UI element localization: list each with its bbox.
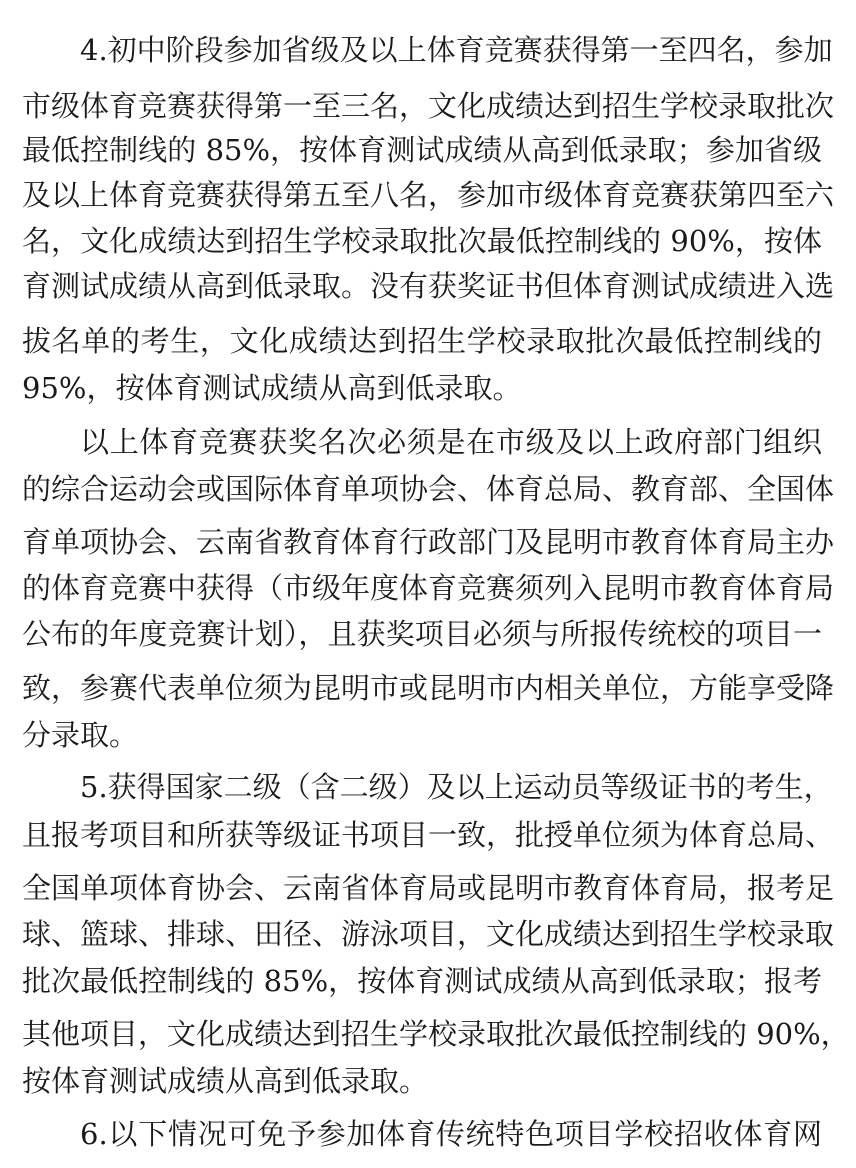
text-line: 名，文化成绩达到招生学校录取批次最低控制线的 90%，按体: [22, 224, 822, 258]
text-line: 95%，按体育测试成绩从高到低录取。: [22, 371, 522, 405]
text-line: 的综合运动会或国际体育单项协会、体育总局、教育部、全国体: [22, 472, 835, 506]
text-line: 以上体育竞赛获奖名次必须是在市级及以上政府部门组织: [80, 425, 822, 459]
text-line: 育单项协会、云南省教育体育行政部门及昆明市教育体育局主办: [22, 525, 835, 559]
text-line: 公布的年度竞赛计划），且获奖项目必须与所报传统校的项目一: [22, 617, 822, 651]
text-line: 4.初中阶段参加省级及以上体育竞赛获得第一至四名，参加: [80, 33, 833, 67]
text-line: 6.以下情况可免予参加体育传统特色项目学校招收体育网: [80, 1117, 822, 1151]
text-line: 最低控制线的 85%，按体育测试成绩从高到低录取；参加省级: [22, 133, 822, 167]
text-line: 分录取。: [22, 718, 139, 752]
text-line: 拔名单的考生，文化成绩达到招生学校录取批次最低控制线的: [22, 324, 822, 358]
text-line: 且报考项目和所获等级证书项目一致，批授单位须为体育总局、: [22, 818, 835, 852]
text-line: 5.获得国家二级（含二级）及以上运动员等级证书的考生，: [80, 770, 833, 804]
text-line: 的体育竞赛中获得（市级年度体育竞赛须列入昆明市教育体育局: [22, 571, 835, 605]
text-line: 育测试成绩从高到低录取。没有获奖证书但体育测试成绩进入选: [22, 269, 835, 303]
text-line: 按体育测试成绩从高到低录取。: [22, 1064, 429, 1098]
text-line: 批次最低控制线的 85%，按体育测试成绩从高到低录取；报考: [22, 964, 822, 998]
text-line: 致，参赛代表单位须为昆明市或昆明市内相关单位，方能享受降: [22, 671, 835, 705]
text-line: 其他项目，文化成绩达到招生学校录取批次最低控制线的 90%，: [22, 1017, 850, 1051]
text-line: 及以上体育竞赛获得第五至八名，参加市级体育竞赛获第四至六: [22, 178, 835, 212]
text-line: 球、篮球、排球、田径、游泳项目，文化成绩达到招生学校录取: [22, 917, 835, 951]
text-line: 全国单项体育协会、云南省体育局或昆明市教育体育局，报考足: [22, 871, 835, 905]
text-line: 市级体育竞赛获得第一至三名，文化成绩达到招生学校录取批次: [22, 89, 835, 123]
